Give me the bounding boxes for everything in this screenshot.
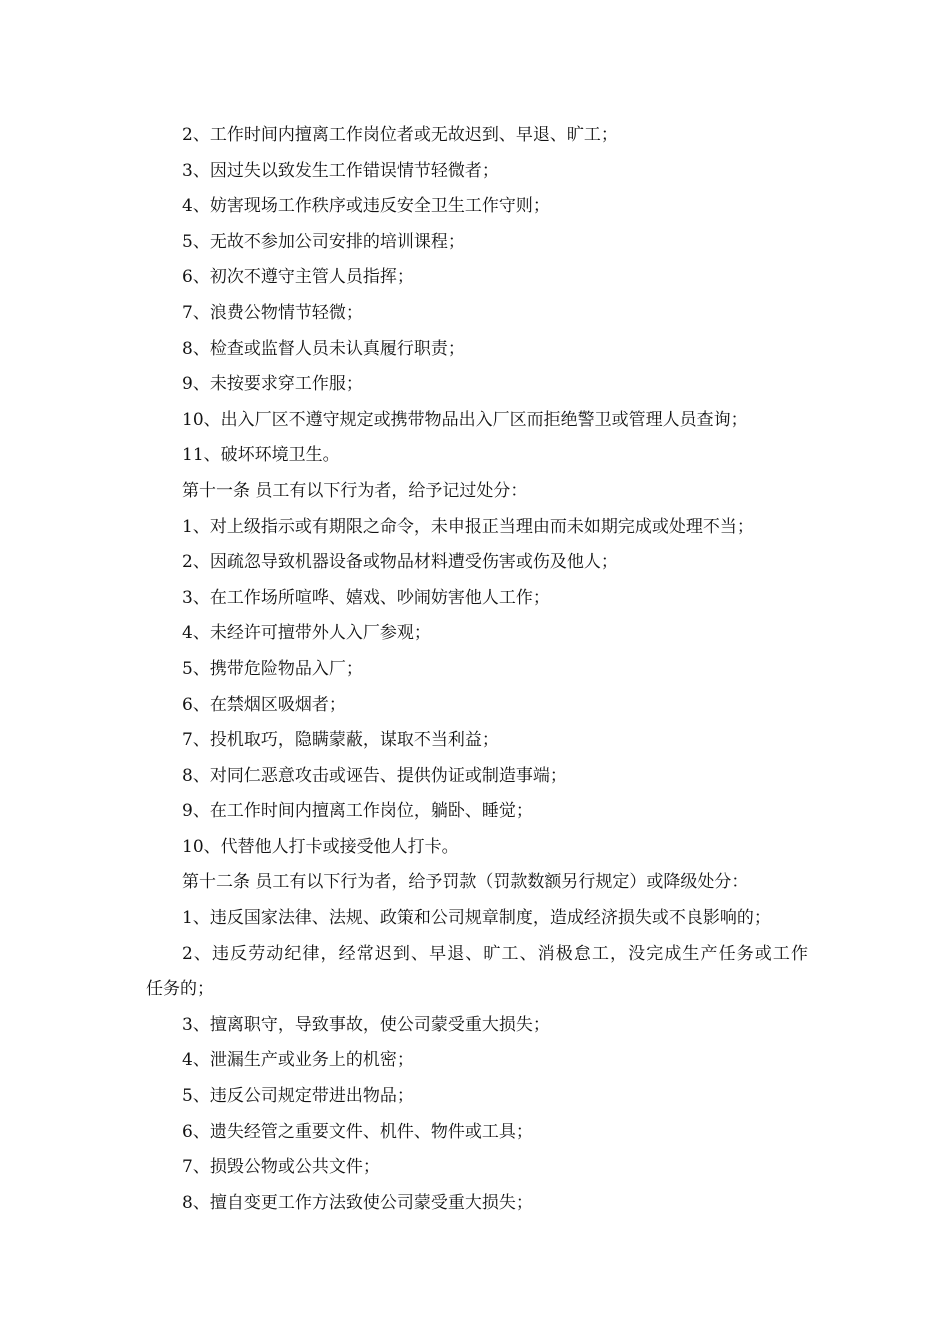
list-item: 7、浪费公物情节轻微；	[182, 302, 363, 323]
list-item: 2、因疏忽导致机器设备或物品材料遭受伤害或伤及他人；	[182, 552, 618, 573]
list-item: 4、未经许可擅带外人入厂参观；	[182, 623, 431, 644]
list-item-continuation: 任务的；	[146, 979, 214, 1000]
list-item: 11、破坏环境卫生。	[182, 445, 340, 466]
list-item: 5、携带危险物品入厂；	[182, 658, 363, 679]
list-item: 6、初次不遵守主管人员指挥；	[182, 267, 414, 288]
article-heading: 第十二条 员工有以下行为者，给予罚款（罚款数额另行规定）或降级处分：	[182, 872, 749, 893]
list-item: 10、出入厂区不遵守规定或携带物品出入厂区而拒绝警卫或管理人员查询；	[182, 409, 748, 430]
list-item: 9、未按要求穿工作服；	[182, 374, 363, 395]
list-item: 8、对同仁恶意攻击或诬告、提供伪证或制造事端；	[182, 765, 567, 786]
list-item: 4、妨害现场工作秩序或违反安全卫生工作守则；	[182, 196, 550, 217]
list-item: 4、泄漏生产或业务上的机密；	[182, 1050, 414, 1071]
list-item: 5、无故不参加公司安排的培训课程；	[182, 231, 465, 252]
list-item: 8、擅自变更工作方法致使公司蒙受重大损失；	[182, 1192, 533, 1213]
list-item: 1、对上级指示或有期限之命令，未申报正当理由而未如期完成或处理不当；	[182, 516, 754, 537]
list-item: 3、擅离职守，导致事故，使公司蒙受重大损失；	[182, 1014, 550, 1035]
document-body	[146, 118, 808, 1221]
list-item: 3、因过失以致发生工作错误情节轻微者；	[182, 160, 499, 181]
list-item: 6、遗失经管之重要文件、机件、物件或工具；	[182, 1121, 533, 1142]
list-item: 8、检查或监督人员未认真履行职责；	[182, 338, 465, 359]
list-item: 5、违反公司规定带进出物品；	[182, 1086, 414, 1107]
list-item: 2、违反劳动纪律，经常迟到、早退、旷工、消极怠工，没完成生产任务或工作	[182, 943, 808, 964]
list-item: 2、工作时间内擅离工作岗位者或无故迟到、早退、旷工；	[182, 125, 618, 145]
list-item: 7、投机取巧，隐瞒蒙蔽，谋取不当利益；	[182, 730, 499, 751]
list-item: 10、代替他人打卡或接受他人打卡。	[182, 836, 459, 857]
list-item: 3、在工作场所喧哗、嬉戏、吵闹妨害他人工作；	[182, 587, 550, 608]
list-item: 9、在工作时间内擅离工作岗位，躺卧、睡觉；	[182, 801, 533, 822]
article-heading: 第十一条 员工有以下行为者，给予记过处分：	[182, 480, 528, 501]
list-item: 1、违反国家法律、法规、政策和公司规章制度，造成经济损失或不良影响的；	[182, 908, 771, 929]
list-item: 7、损毁公物或公共文件；	[182, 1157, 380, 1178]
list-item: 6、在禁烟区吸烟者；	[182, 694, 346, 715]
